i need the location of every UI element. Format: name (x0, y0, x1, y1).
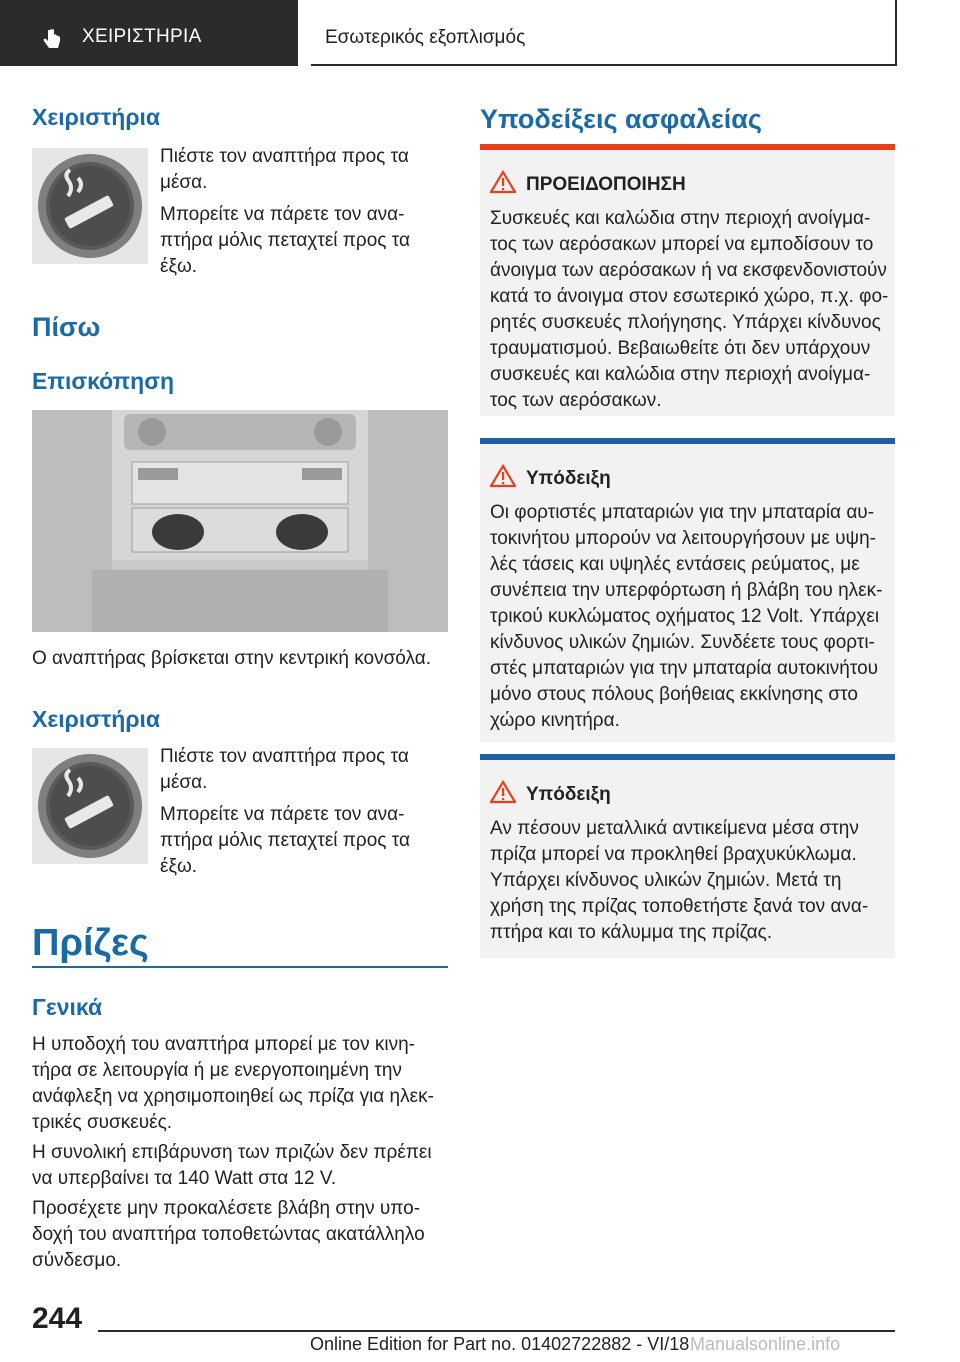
lighter-button-icon (32, 148, 148, 264)
rear-instruction-2: Μπορείτε να πάρετε τον ανα-πτήρα μόλις πεταχτεί προς τα έξω. (160, 804, 410, 877)
warning-bar (480, 144, 895, 150)
rear-console-photo (32, 410, 448, 632)
warning-triangle-icon (490, 170, 516, 194)
note-title: Υπόδειξη (526, 468, 611, 489)
general-paragraph-3: Προσέχετε μην προκαλέσετε βλάβη στην υπο-δοχή του αναπτήρα τοποθετώντας ακατάλληλο σύνδεσμο. (32, 1198, 425, 1271)
warning-triangle-icon (490, 464, 516, 488)
warning-triangle-icon (490, 780, 516, 804)
general-paragraph-2: Η συνολική επιβάρυνση των πριζών δεν πρέπει να υπερβαίνει τα 140 Watt στα 12 V. (32, 1142, 432, 1189)
lighter-image (32, 148, 148, 264)
note-text: Οι φορτιστές μπαταριών για την μπαταρία αυ-τοκινήτου μπορούν να λειτουργήσουν με υψη-λές τάσεις και υψηλές εντάσεις ρεύματος, με συνέπεια την υπερφόρτωση ή βλάβη του ηλεκ-τρικού κυκλώματος οχήματος 12 Volt. Υπάρχει κίνδυνος υλικών ζημιών. Συνδέετε τους φορτι-στές μπαταριών για την μπαταρία αυτοκινήτου μόνο στους πόλους βοήθειας εκκίνησης στο χώρο κινητήρα. (490, 502, 883, 731)
note-bar (480, 754, 895, 760)
console-illustration (32, 410, 448, 632)
general-paragraph-1: Η υποδοχή του αναπτήρα μπορεί με τον κινη-τήρα σε λειτουργία ή με ενεργοποιημένη την ανάφλεξη να χρησιμοποιηθεί ως πρίζα για ηλεκ-τρικές συσκευές. (32, 1034, 434, 1133)
note-title: Υπόδειξη (526, 784, 611, 805)
general-heading: Γενικά (32, 994, 103, 1020)
note-box-2 (480, 754, 895, 958)
lighter-button-icon (32, 748, 148, 864)
safety-heading: Υποδείξεις ασφαλείας (480, 104, 762, 134)
hand-pointer-icon (40, 28, 64, 52)
section-title: Εσωτερικός εξοπλισμός (325, 27, 526, 48)
page-number: 244 (32, 1302, 83, 1335)
chapter-tab (0, 0, 298, 66)
warning-text: Συσκευές και καλώδια στην περιοχή ανοίγμα-τος των αερόσακων μπορεί να εμποδίσουν το άνοιγμα των αερόσακων ή να εκσφενδονιστούν κατά το άνοιγμα στον εσωτερικό χώρο, π.χ. φο-ρητές συσκευές πλοήγησης. Υπάρχει κίνδυνος τραυματισμού. Βεβαιωθείτε ότι δεν υπάρχουν συσκευές και καλώδια στην περιοχή ανοίγμα-τος των αερόσακων. (490, 208, 889, 411)
sockets-rule (32, 966, 448, 968)
sockets-heading: Πρίζες (32, 922, 149, 964)
front-instruction-1: Πιέστε τον αναπτήρα προς τα μέσα. (160, 146, 409, 193)
warning-box (480, 144, 895, 416)
front-controls-heading: Χειριστήρια (32, 104, 161, 130)
rear-instruction-1: Πιέστε τον αναπτήρα προς τα μέσα. (160, 746, 409, 793)
footer-rule (98, 1330, 895, 1332)
note-box-1 (480, 438, 895, 742)
front-instruction-2: Μπορείτε να πάρετε τον ανα-πτήρα μόλις πεταχτεί προς τα έξω. (160, 204, 410, 277)
note-text: Αν πέσουν μεταλλικά αντικείμενα μέσα στην πρίζα μπορεί να προκληθεί βραχυκύκλωμα. Υπάρχει κίνδυνος υλικών ζημιών. Μετά τη χρήση της πρίζας τοποθετήστε ξανά τον ανα-πτήρα και το κάλυμμα της πρίζας. (490, 818, 869, 943)
rear-heading: Πίσω (32, 312, 101, 342)
rear-controls-heading: Χειριστήρια (32, 706, 161, 732)
warning-title: ΠΡΟΕΙΔΟΠΟΙΗΣΗ (526, 174, 686, 195)
photo-caption: Ο αναπτήρας βρίσκεται στην κεντρική κονσόλα. (32, 648, 431, 669)
section-header (311, 0, 897, 66)
rear-lighter-image (32, 748, 148, 864)
edition-text: Online Edition for Part no. 01402722882 - VI/18 (310, 1334, 690, 1354)
note-bar (480, 438, 895, 444)
watermark-site: Manualsonline.info (690, 1334, 841, 1354)
overview-heading: Επισκόπηση (32, 368, 174, 394)
chapter-title: ΧΕΙΡΙΣΤΗΡΙΑ (82, 26, 202, 47)
